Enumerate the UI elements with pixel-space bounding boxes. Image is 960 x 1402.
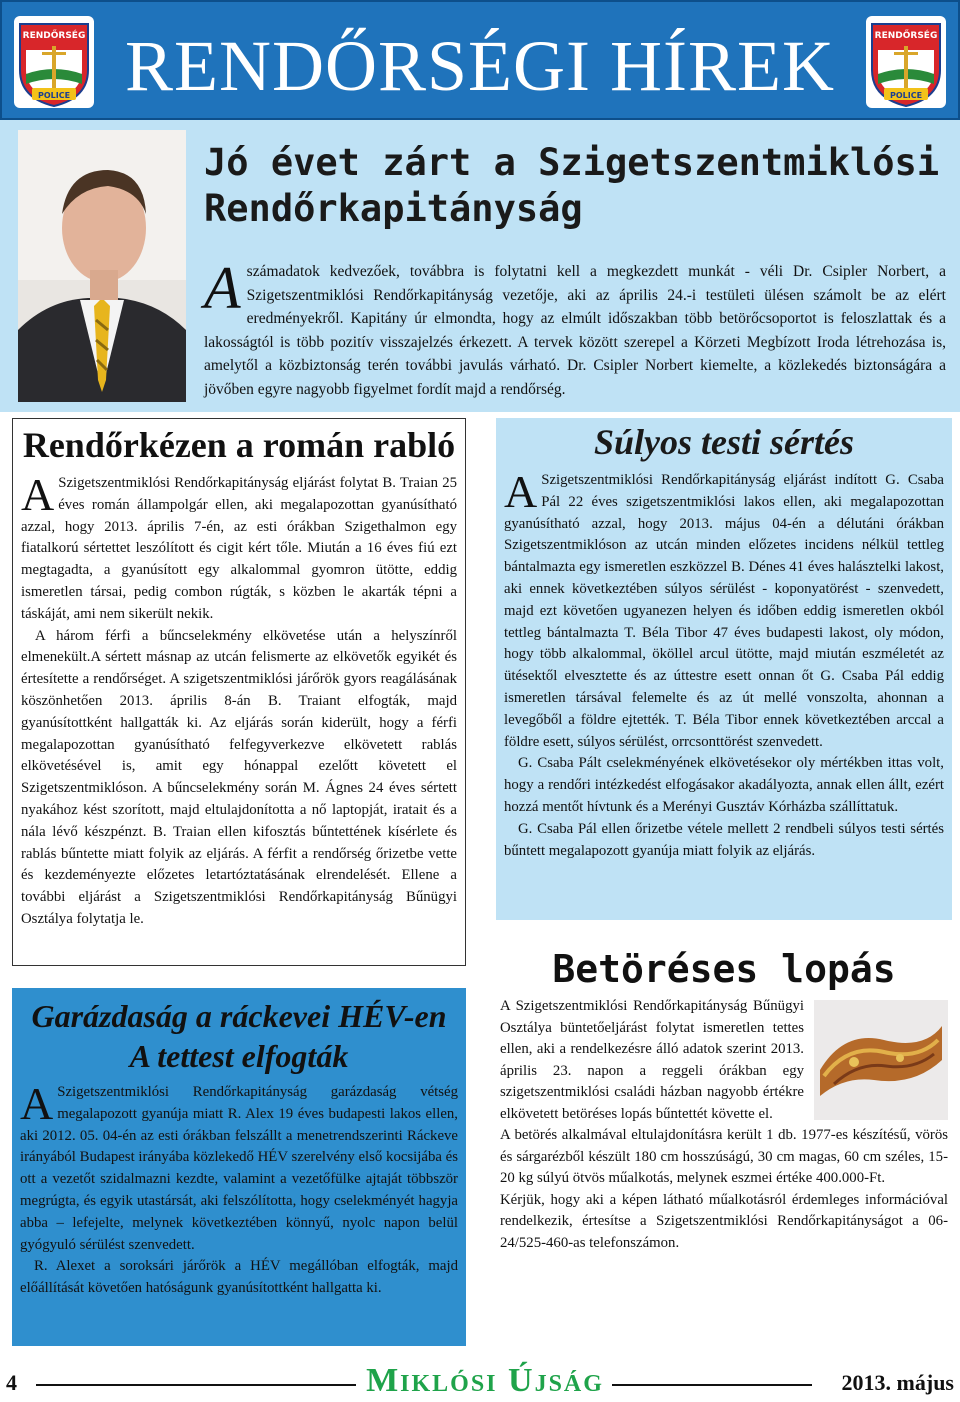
page-number: 4 bbox=[6, 1370, 17, 1395]
paragraph: G. Csaba Pál ellen őrizetbe vétele mellett 2 rendbeli súlyos testi sértés bűntett megalapozott gyanúja miatt folyik az eljárás. bbox=[504, 820, 944, 859]
paragraph-text: Szigetszentmiklósi Rendőrkapitányság eljárást folytat B. Traian 25 éves román állampolgár ellen, aki megalapozottan gyanúsítható azzal, hogy 2013. április 7-én, az esti órákban Szigethalmon egy fiatalkorú sértettet leszólított és cigit kért tőle. Miután a 16 éves fiú ezt megtagadta, a gyanúsított egy alkalommal gyomron ütötte, eddig ismeretlen társai, pedig combon rúgták, s közben le akarták tépni a táskáját, ami nem sikerült nekik. bbox=[21, 475, 457, 622]
masthead-title: RENDŐRSÉGI HÍREK bbox=[125, 26, 835, 106]
article-title: Betöréses lopás bbox=[552, 947, 896, 991]
article-injury bbox=[496, 418, 952, 920]
badge-bottom-text: POLICE bbox=[37, 91, 71, 100]
badge-top-text: RENDŐRSÉG bbox=[874, 31, 938, 41]
portrait-photo bbox=[18, 130, 186, 402]
masthead bbox=[0, 0, 960, 120]
title-line-1: Garázdaság a ráckevei HÉV-en bbox=[31, 998, 447, 1034]
artwork-photo bbox=[814, 1000, 948, 1120]
drop-cap: A bbox=[20, 1078, 54, 1129]
title-line-2: A tettest elfogták bbox=[129, 1038, 349, 1074]
paragraph: G. Csaba Pált cselekményének elkövetésekor oly mértékben ittas volt, hogy a rendőri intézkedést elfogásakor akadályozta, annak ellen állt, ezért hozzá mentőt hívtunk és a Merényi Gusztáv Kórházba szállíttatuk. bbox=[504, 755, 944, 815]
drop-cap: A bbox=[21, 469, 55, 520]
article-body bbox=[500, 996, 948, 1254]
drop-cap: A bbox=[504, 466, 538, 517]
footer-date: 2013. május bbox=[841, 1370, 954, 1395]
article-body bbox=[504, 466, 944, 862]
footer-rule bbox=[612, 1384, 812, 1386]
footer-rule bbox=[36, 1384, 356, 1386]
paragraph bbox=[21, 469, 457, 626]
paragraph bbox=[500, 996, 948, 1125]
article-body bbox=[20, 1078, 458, 1300]
drop-cap: A bbox=[204, 255, 241, 321]
paragraph-text: Szigetszentmiklósi Rendőrkapitányság eljárást indított G. Csaba Pál 22 éves szigetszentmiklósi lakos ellen, aki megalapozottan gyanúsítható azzal, hogy 2013. május 04-én a délutáni órákban Szigetszentmiklóson az utcán minden előzetes incidens nélkül tettleg bántalmazta egy ismeretlen eszközzel B. Dénes 41 éves halásztelki lakost, aki ennek következtében súlyos sérülést - koponyatörést - szenvedett, majd ezt követően ugyanezen helyen és időben eddig ismeretlen okból tettleg bántalmazta T. Béla Tibor 47 éves budapesti lakost, oly módon, hogy több alkalommal, ököllel arcul ütötte, majd miután eszméletét az ütésektől elvesztette és az úttestre esett onnan őt G. Csaba Pál eddig ismeretlen társával felemelte és az út mellé vonszolta, ahonnan a levegőből a földre ejtették. T. Béla Tibor ennek következtében arccal a földre esett, súlyos sérülést, orrcsonttörést szenvedett. bbox=[504, 472, 944, 750]
paragraph: Kérjük, hogy aki a képen látható műalkotásról érdemleges információval rendelkezik, értesítse a Szigetszentmiklósi Rendőrkapitányságot a 06-24/525-460-as telefonszámon. bbox=[500, 1191, 948, 1251]
article-burglary bbox=[496, 942, 952, 1346]
footer-brand: Miklósi Újság bbox=[366, 1362, 604, 1399]
article-hev bbox=[12, 988, 466, 1346]
article-title: Súlyos testi sértés bbox=[593, 422, 854, 462]
lead-article bbox=[0, 120, 960, 412]
lead-title: Jó évet zárt a Szigetszentmiklósi Rendőrkapitányság bbox=[204, 141, 940, 230]
badge-bottom-text: POLICE bbox=[889, 91, 923, 100]
article-robber bbox=[12, 418, 466, 966]
police-badge-icon bbox=[864, 14, 948, 110]
paragraph-text: Szigetszentmiklósi Rendőrkapitányság garázdaság vétség megalapozott gyanúja miatt R. Alex 19 éves budapesti lakos ellen, aki 2012. 05. 04-én az esti órákban felszállt a menetrendszerinti Ráckeve irányából Budapest irányába közlekedő HÉV szerelvény első kocsijába és ott a vezetőt szidalmazni kezdte, valamint a vezetőfülke ajtaját többször megrúgta, és egyik utastársát, aki felszólította, hogy cselekményét hagyja abba – lefejelte, melynek következtében könnyű, nyolc napon belül gyógyuló sérülést szenvedett. bbox=[20, 1084, 458, 1253]
paragraph bbox=[504, 466, 944, 753]
police-badge-icon bbox=[12, 14, 96, 110]
paragraph: R. Alexet a soroksári járőrök a HÉV megállóban elfogták, majd előállítását követően hatóságunk gyanúsítottként hallgatta ki. bbox=[20, 1258, 458, 1297]
lead-paragraph: számadatok kedvezőek, továbbra is folytatni kell a megkezdett munkát - véli Dr. Csipler Norbert, a Szigetszentmiklósi Rendőrkapitányság vezetője, aki az április 24.-i testületi ülésen számolt be az elért eredményekről. Kapitány úr elmondta, hogy az elmúlt időszakban több betörőcsoportot is feloszlattak és a lakosságtól is több pozitív visszajelzés érkezett. A tervek között szerepel a Körzeti Megbízott Iroda létrehozása is, amelytől a közbiztonság terén további javulás várható. Dr. Csipler Norbert kiemelte, a közlekedés biztonságára a jövőben egyre nagyobb figyelmet fordít majd a rendőrség. bbox=[204, 263, 946, 398]
article-title: Rendőrkézen a román rabló bbox=[22, 425, 456, 465]
article-title bbox=[20, 988, 458, 1076]
paragraph bbox=[20, 1078, 458, 1256]
paragraph: A három férfi a bűncselekmény elkövetése után a helyszínről elmenekült.A sértett másnap az utcán felismerte az elkövetők egyikét és értesítette a rendőrséget. A szigetszentmiklósi járőrök gyors reagálásának köszönhetően 2013. április 8-án B. Traiant elfogták, majd gyanúsítottként hallgatták ki. Az eljárás során kiderült, hogy a férfi megalapozottan gyanúsítható felfegyverkezve elkövetett rablás elkövetésével is, amit egy hónappal ezelőtt követett el Szigetszentmiklóson. A bűncselekmény során M. Ágnes 24 éves sértett nyakához kést szorított, majd eltulajdonította a nő laptopját, iratait és a nála lévő készpénzt. B. Traian ellen kifosztás bűntettének kísérlete és rablás bűntette miatt folyik az eljárás. A férfit a rendőrség őrizetbe vette és kezdeményezte előzetes letartóztatásának elrendelését. Ellene a további eljárást a Szigetszentmiklósi Rendőrkapitányság Bűnügyi Osztálya folytatja le. bbox=[21, 627, 457, 927]
article-body bbox=[21, 469, 457, 931]
badge-top-text: RENDŐRSÉG bbox=[22, 31, 86, 41]
paragraph-text: A Szigetszentmiklósi Rendőrkapitányság Bűnügyi Osztálya büntetőeljárást folytat ismeretlen tettes ellen, aki a rendelkezésre álló adatok szerint 2013. április 23. napon a reggeli órákban egy szigetszentmiklósi családi házban nagyobb értékre elkövetett betöréses lopás bűntettét követte el. bbox=[500, 998, 804, 1122]
paragraph: A betörés alkalmával eltulajdonításra került 1 db. 1977-es készítésű, vörös és sárgarézből készült 180 cm hosszúságú, 30 cm magas, 60 cm széles, 15-20 kg súlyú ötvös műalkotás, melynek eszmei értéke 400.000-Ft. bbox=[500, 1127, 948, 1186]
lead-body bbox=[204, 255, 946, 401]
